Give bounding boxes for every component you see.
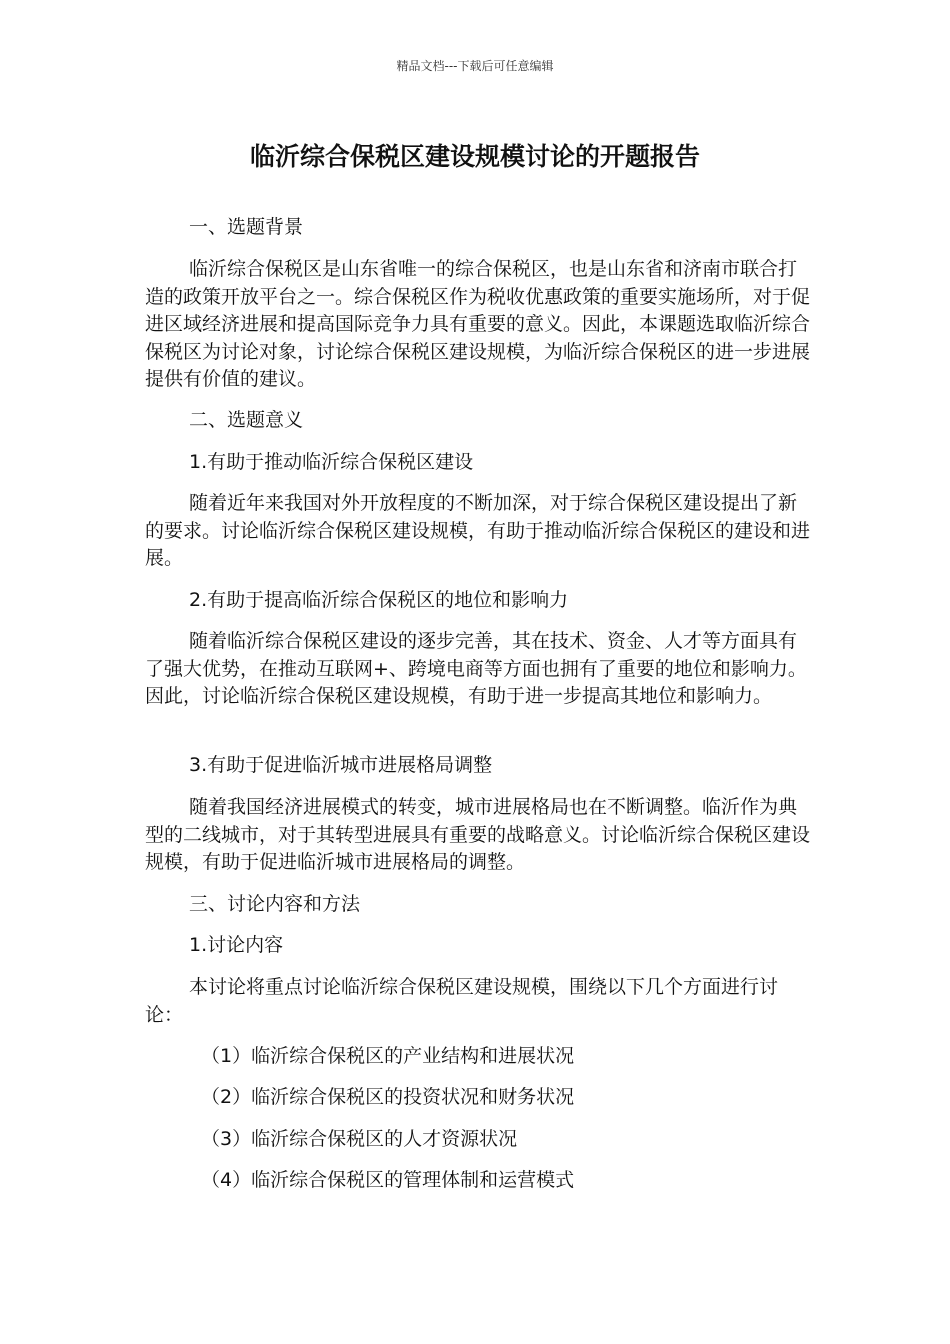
section-1-heading: 一、选题背景 (189, 216, 304, 238)
content-paragraph: 本讨论将重点讨论临沂综合保税区建设规模，围绕以下几个方面进行讨论： (145, 976, 779, 1026)
section-1-paragraph: 临沂综合保税区是山东省唯一的综合保税区，也是山东省和济南市联合打造的政策开放平台之一。综合保税区作为税收优惠政策的重要实施场所，对于促进区域经济进展和提高国际竞争力具有重要的意义。因此，本课题选取临沂综合保税区为讨论对象，讨论综合保税区建设规模，为临沂综合保税区的进一步进展提供有价值的建议。 (145, 258, 811, 390)
list-item: （1）临沂综合保税区的产业结构和进展状况 (201, 1045, 575, 1067)
list-item: （4）临沂综合保税区的管理体制和运营模式 (201, 1169, 575, 1191)
content-heading: 1.讨论内容 (189, 934, 284, 956)
point-1-paragraph: 随着近年来我国对外开放程度的不断加深，对于综合保税区建设提出了新的要求。讨论临沂综合保税区建设规模，有助于推动临沂综合保税区的建设和进展。 (145, 492, 811, 569)
point-2-heading: 2.有助于提高临沂综合保税区的地位和影响力 (189, 589, 569, 611)
point-1-heading: 1.有助于推动临沂综合保税区建设 (189, 451, 474, 473)
point-2-paragraph: 随着临沂综合保税区建设的逐步完善，其在技术、资金、人才等方面具有了强大优势，在推动互联网+、跨境电商等方面也拥有了重要的地位和影响力。因此，讨论临沂综合保税区建设规模，有助于进一步提高其地位和影响力。 (145, 630, 807, 707)
list-item: （3）临沂综合保税区的人才资源状况 (201, 1128, 518, 1150)
header-note: 精品文档---下载后可任意编辑 (396, 59, 554, 73)
section-3-heading: 三、讨论内容和方法 (189, 893, 361, 915)
document-title: 临沂综合保税区建设规模讨论的开题报告 (249, 142, 700, 171)
point-3-paragraph: 随着我国经济进展模式的转变，城市进展格局也在不断调整。临沂作为典型的二线城市，对于其转型进展具有重要的战略意义。讨论临沂综合保税区建设规模，有助于促进临沂城市进展格局的调整。 (145, 796, 811, 873)
section-2-heading: 二、选题意义 (189, 409, 304, 431)
list-item: （2）临沂综合保税区的投资状况和财务状况 (201, 1086, 575, 1108)
point-3-heading: 3.有助于促进临沂城市进展格局调整 (189, 754, 493, 776)
